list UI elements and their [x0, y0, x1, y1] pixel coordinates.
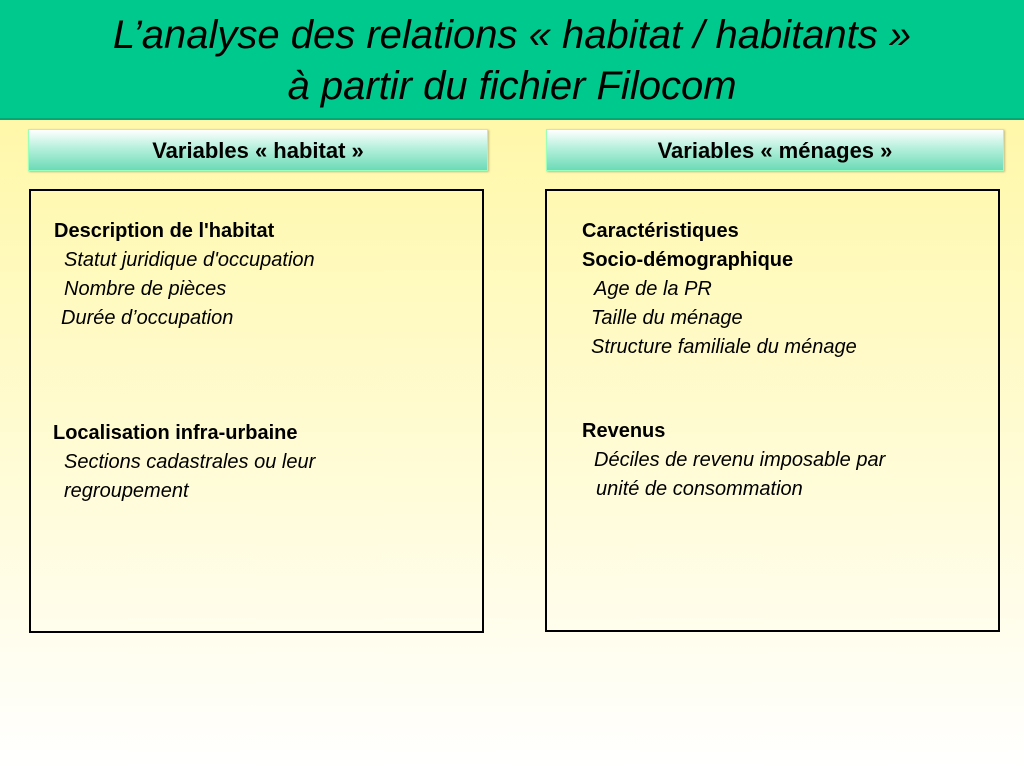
habitat-description-item: Durée d’occupation	[61, 307, 234, 329]
menages-characteristics-heading: Caractéristiques	[582, 220, 739, 242]
habitat-description-item: Statut juridique d'occupation	[64, 249, 315, 271]
habitat-description-heading: Description de l'habitat	[54, 220, 275, 242]
page-title-line-1: L’analyse des relations « habitat / habitants »	[112, 13, 912, 57]
habitat-location-heading: Localisation infra-urbaine	[53, 422, 298, 444]
menages-variables-header: Variables « ménages »	[546, 129, 1004, 171]
habitat-variables-header: Variables « habitat »	[28, 129, 488, 171]
menages-characteristics-item: Structure familiale du ménage	[591, 336, 857, 358]
title-bar	[0, 0, 1024, 120]
menages-characteristics-item: Age de la PR	[594, 278, 712, 300]
habitat-location-item: regroupement	[64, 480, 189, 502]
menages-income-item: Déciles de revenu imposable par	[594, 449, 886, 471]
habitat-description-item: Nombre de pièces	[64, 278, 227, 300]
habitat-location-item: Sections cadastrales ou leur	[64, 451, 316, 473]
menages-characteristics-heading: Socio-démographique	[582, 249, 794, 271]
menages-income-heading: Revenus	[582, 420, 666, 442]
menages-characteristics-item: Taille du ménage	[591, 307, 743, 329]
page-title-line-2: à partir du fichier Filocom	[287, 64, 737, 108]
menages-income-item: unité de consommation	[596, 478, 803, 500]
